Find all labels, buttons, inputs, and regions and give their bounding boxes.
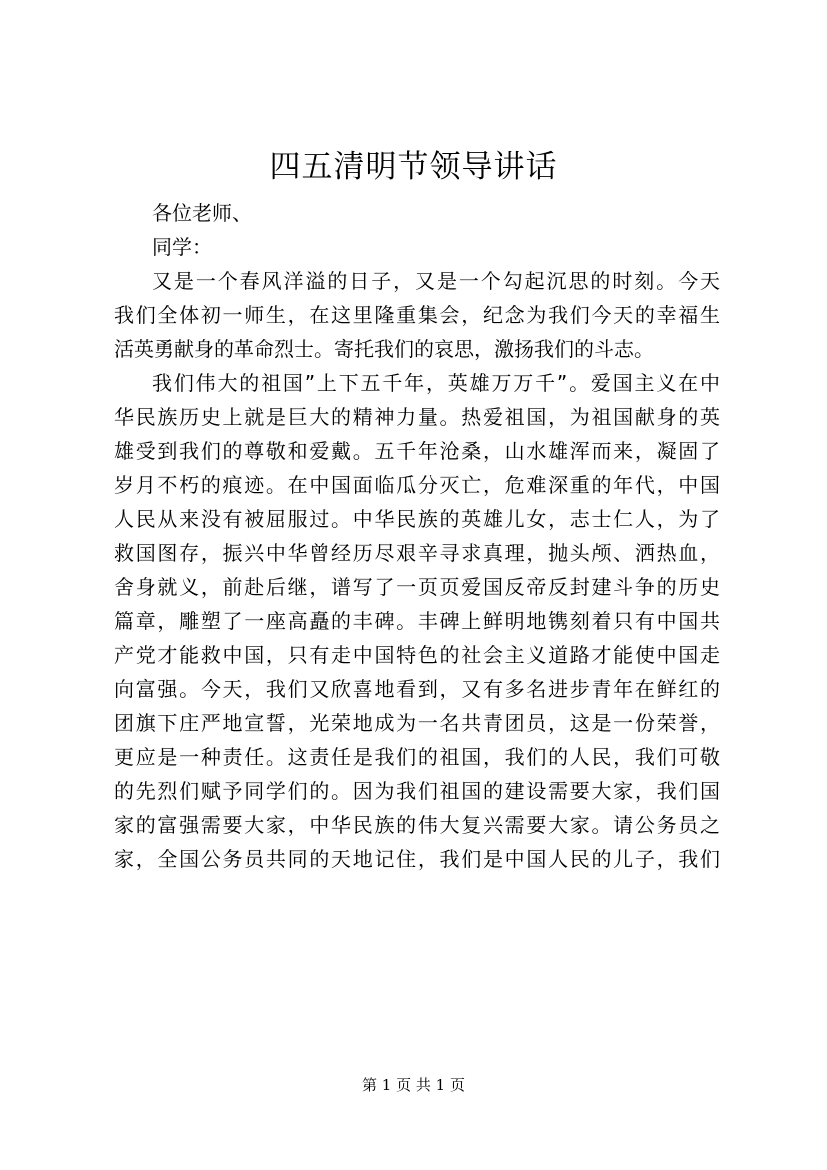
paragraph-line: 活英勇献身的革命烈士。寄托我们的哀思，激扬我们的斗志。 [114,337,654,361]
paragraph-line: 篇章，雕塑了一座高矗的丰碑。丰碑上鲜明地镌刻着只有中国共 [114,609,720,633]
salutation-line: 同学： [152,235,212,259]
paragraph-line: 救国图存，振兴中华曾经历尽艰辛寻求真理，抛头颅、洒热血， [114,541,720,565]
paragraph-line: 向富强。今天，我们又欣喜地看到，又有多名进步青年在鲜红的 [114,677,720,701]
paragraph-line: 又是一个春风洋溢的日子，又是一个勾起沉思的时刻。今天 [152,269,720,293]
paragraph-line: 更应是一种责任。这责任是我们的祖国，我们的人民，我们可敬 [114,745,720,769]
paragraph-line: 华民族历史上就是巨大的精神力量。热爱祖国，为祖国献身的英 [114,405,720,429]
paragraph-line: 的先烈们赋予同学们的。因为我们祖国的建设需要大家，我们国 [114,779,720,803]
paragraph-line: 家，全国公务员共同的天地记住，我们是中国人民的儿子，我们 [114,847,720,871]
paragraph-line: 人民从来没有被屈服过。中华民族的英雄儿女，志士仁人，为了 [114,507,720,531]
paragraph-line: 舍身就义，前赴后继，谱写了一页页爱国反帝反封建斗争的历史 [114,575,720,599]
paragraph-line: 岁月不朽的痕迹。在中国面临瓜分灭亡，危难深重的年代，中国 [114,473,720,497]
document-body [114,196,720,876]
salutation-line: 各位老师、 [152,201,252,225]
paragraph-line: 团旗下庄严地宣誓，光荣地成为一名共青团员，这是一份荣誉， [114,711,720,735]
paragraph-line: 雄受到我们的尊敬和爱戴。五千年沧桑，山水雄浑而来，凝固了 [114,439,720,463]
document-title: 四五清明节领导讲话 [269,149,558,185]
paragraph-line: 我们全体初一师生，在这里隆重集会，纪念为我们今天的幸福生 [114,303,720,327]
page-footer: 第 1 页 共 1 页 [362,1076,465,1094]
paragraph-line: 产党才能救中国，只有走中国特色的社会主义道路才能使中国走 [114,643,720,667]
paragraph-line: 家的富强需要大家，中华民族的伟大复兴需要大家。请公务员之 [114,813,720,837]
paragraph-line: 我们伟大的祖国”上下五千年，英雄万万千”。爱国主义在中 [152,371,720,395]
